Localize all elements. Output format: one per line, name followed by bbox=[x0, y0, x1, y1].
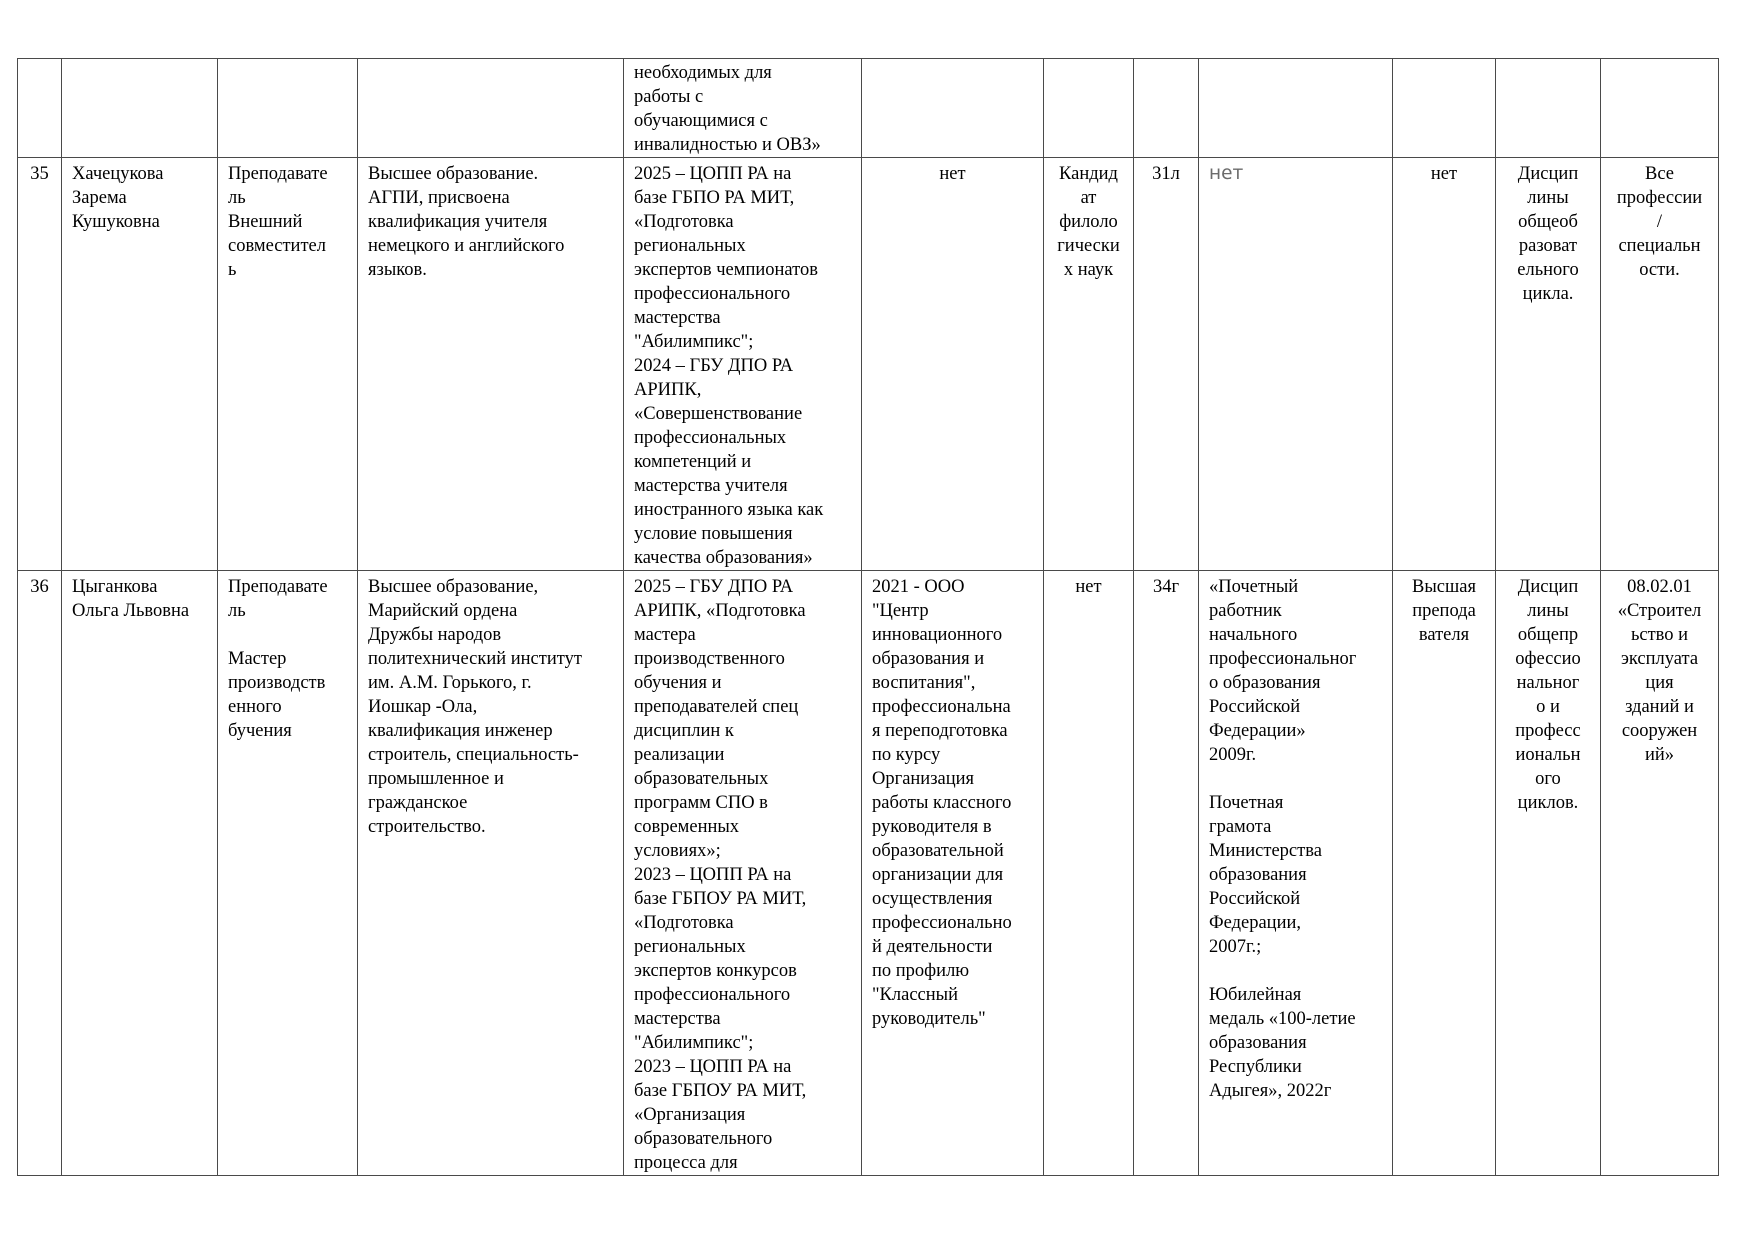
cell-awards bbox=[1199, 59, 1393, 158]
cell-category: нет bbox=[1393, 158, 1496, 571]
cell-retraining: нет bbox=[862, 158, 1044, 571]
cell-academic-degree: Кандид ат филоло гически х наук bbox=[1044, 158, 1134, 571]
cell-academic-degree: нет bbox=[1044, 571, 1134, 1176]
cell-retraining bbox=[862, 59, 1044, 158]
cell-disciplines: Дисцип лины общепр офессио нальног о и професс иональн ого циклов. bbox=[1496, 571, 1601, 1176]
cell-full-name: Хачецукова Зарема Кушуковна bbox=[62, 158, 218, 571]
cell-full-name bbox=[62, 59, 218, 158]
cell-number: 35 bbox=[18, 158, 62, 571]
cell-disciplines: Дисцип лины общеоб разоват ельного цикла. bbox=[1496, 158, 1601, 571]
cell-education: Высшее образование. АГПИ, присвоена квалификация учителя немецкого и английского языков. bbox=[358, 158, 624, 571]
table-row bbox=[18, 158, 1719, 571]
cell-awards: «Почетный работник начального профессиональног о образования Российской Федерации» 2009г. Почетная грамота Министерства образования Российской Федерации, 2007г.; Юбилейная медаль «100-летие образования Республики Адыгея», 2022г bbox=[1199, 571, 1393, 1176]
cell-qualification-upgrade: 2025 – ГБУ ДПО РА АРИПК, «Подготовка мастера производственного обучения и преподавателей спец дисциплин к реализации образовательных программ СПО в современных условиях»; 2023 – ЦОПП РА на базе ГБПОУ РА МИТ, «Подготовка региональных экспертов конкурсов профессионального мастерства "Абилимпикс"; 2023 – ЦОПП РА на базе ГБПОУ РА МИТ, «Организация образовательного процесса для bbox=[624, 571, 862, 1176]
cell-specialties bbox=[1601, 59, 1719, 158]
cell-position: Преподавате ль Внешний совместител ь bbox=[218, 158, 358, 571]
cell-experience bbox=[1134, 59, 1199, 158]
cell-qualification-upgrade: 2025 – ЦОПП РА на базе ГБПО РА МИТ, «Подготовка региональных экспертов чемпионатов профессионального мастерства "Абилимпикс"; 2024 – ГБУ ДПО РА АРИПК, «Совершенствование профессиональных компетенций и мастерства учителя иностранного языка как условие повышения качества образования» bbox=[624, 158, 862, 571]
cell-position bbox=[218, 59, 358, 158]
cell-number bbox=[18, 59, 62, 158]
cell-qualification-upgrade: необходимых для работы с обучающимися с инвалидностью и ОВЗ» bbox=[624, 59, 862, 158]
cell-disciplines bbox=[1496, 59, 1601, 158]
cell-awards: нет bbox=[1199, 158, 1393, 571]
staff-table bbox=[17, 58, 1719, 1176]
table-row bbox=[18, 59, 1719, 158]
cell-number: 36 bbox=[18, 571, 62, 1176]
cell-academic-degree bbox=[1044, 59, 1134, 158]
cell-category bbox=[1393, 59, 1496, 158]
cell-specialties: 08.02.01 «Строител ьство и эксплуата ция зданий и сооружен ий» bbox=[1601, 571, 1719, 1176]
cell-retraining: 2021 - ООО "Центр инновационного образования и воспитания", профессиональна я переподготовка по курсу Организация работы классного руководителя в образовательной организации для осуществления профессионально й деятельности по профилю "Классный руководитель" bbox=[862, 571, 1044, 1176]
cell-education: Высшее образование, Марийский ордена Дружбы народов политехнический институт им. А.М. Горького, г. Иошкар -Ола, квалификация инженер строитель, специальность- промышленное и гражданское строительство. bbox=[358, 571, 624, 1176]
cell-experience: 31л bbox=[1134, 158, 1199, 571]
table-row bbox=[18, 571, 1719, 1176]
cell-full-name: Цыганкова Ольга Львовна bbox=[62, 571, 218, 1176]
cell-category: Высшая препода вателя bbox=[1393, 571, 1496, 1176]
cell-specialties: Все профессии / специальн ости. bbox=[1601, 158, 1719, 571]
cell-position: Преподавате ль Мастер производств енного бучения bbox=[218, 571, 358, 1176]
cell-experience: 34г bbox=[1134, 571, 1199, 1176]
cell-education bbox=[358, 59, 624, 158]
